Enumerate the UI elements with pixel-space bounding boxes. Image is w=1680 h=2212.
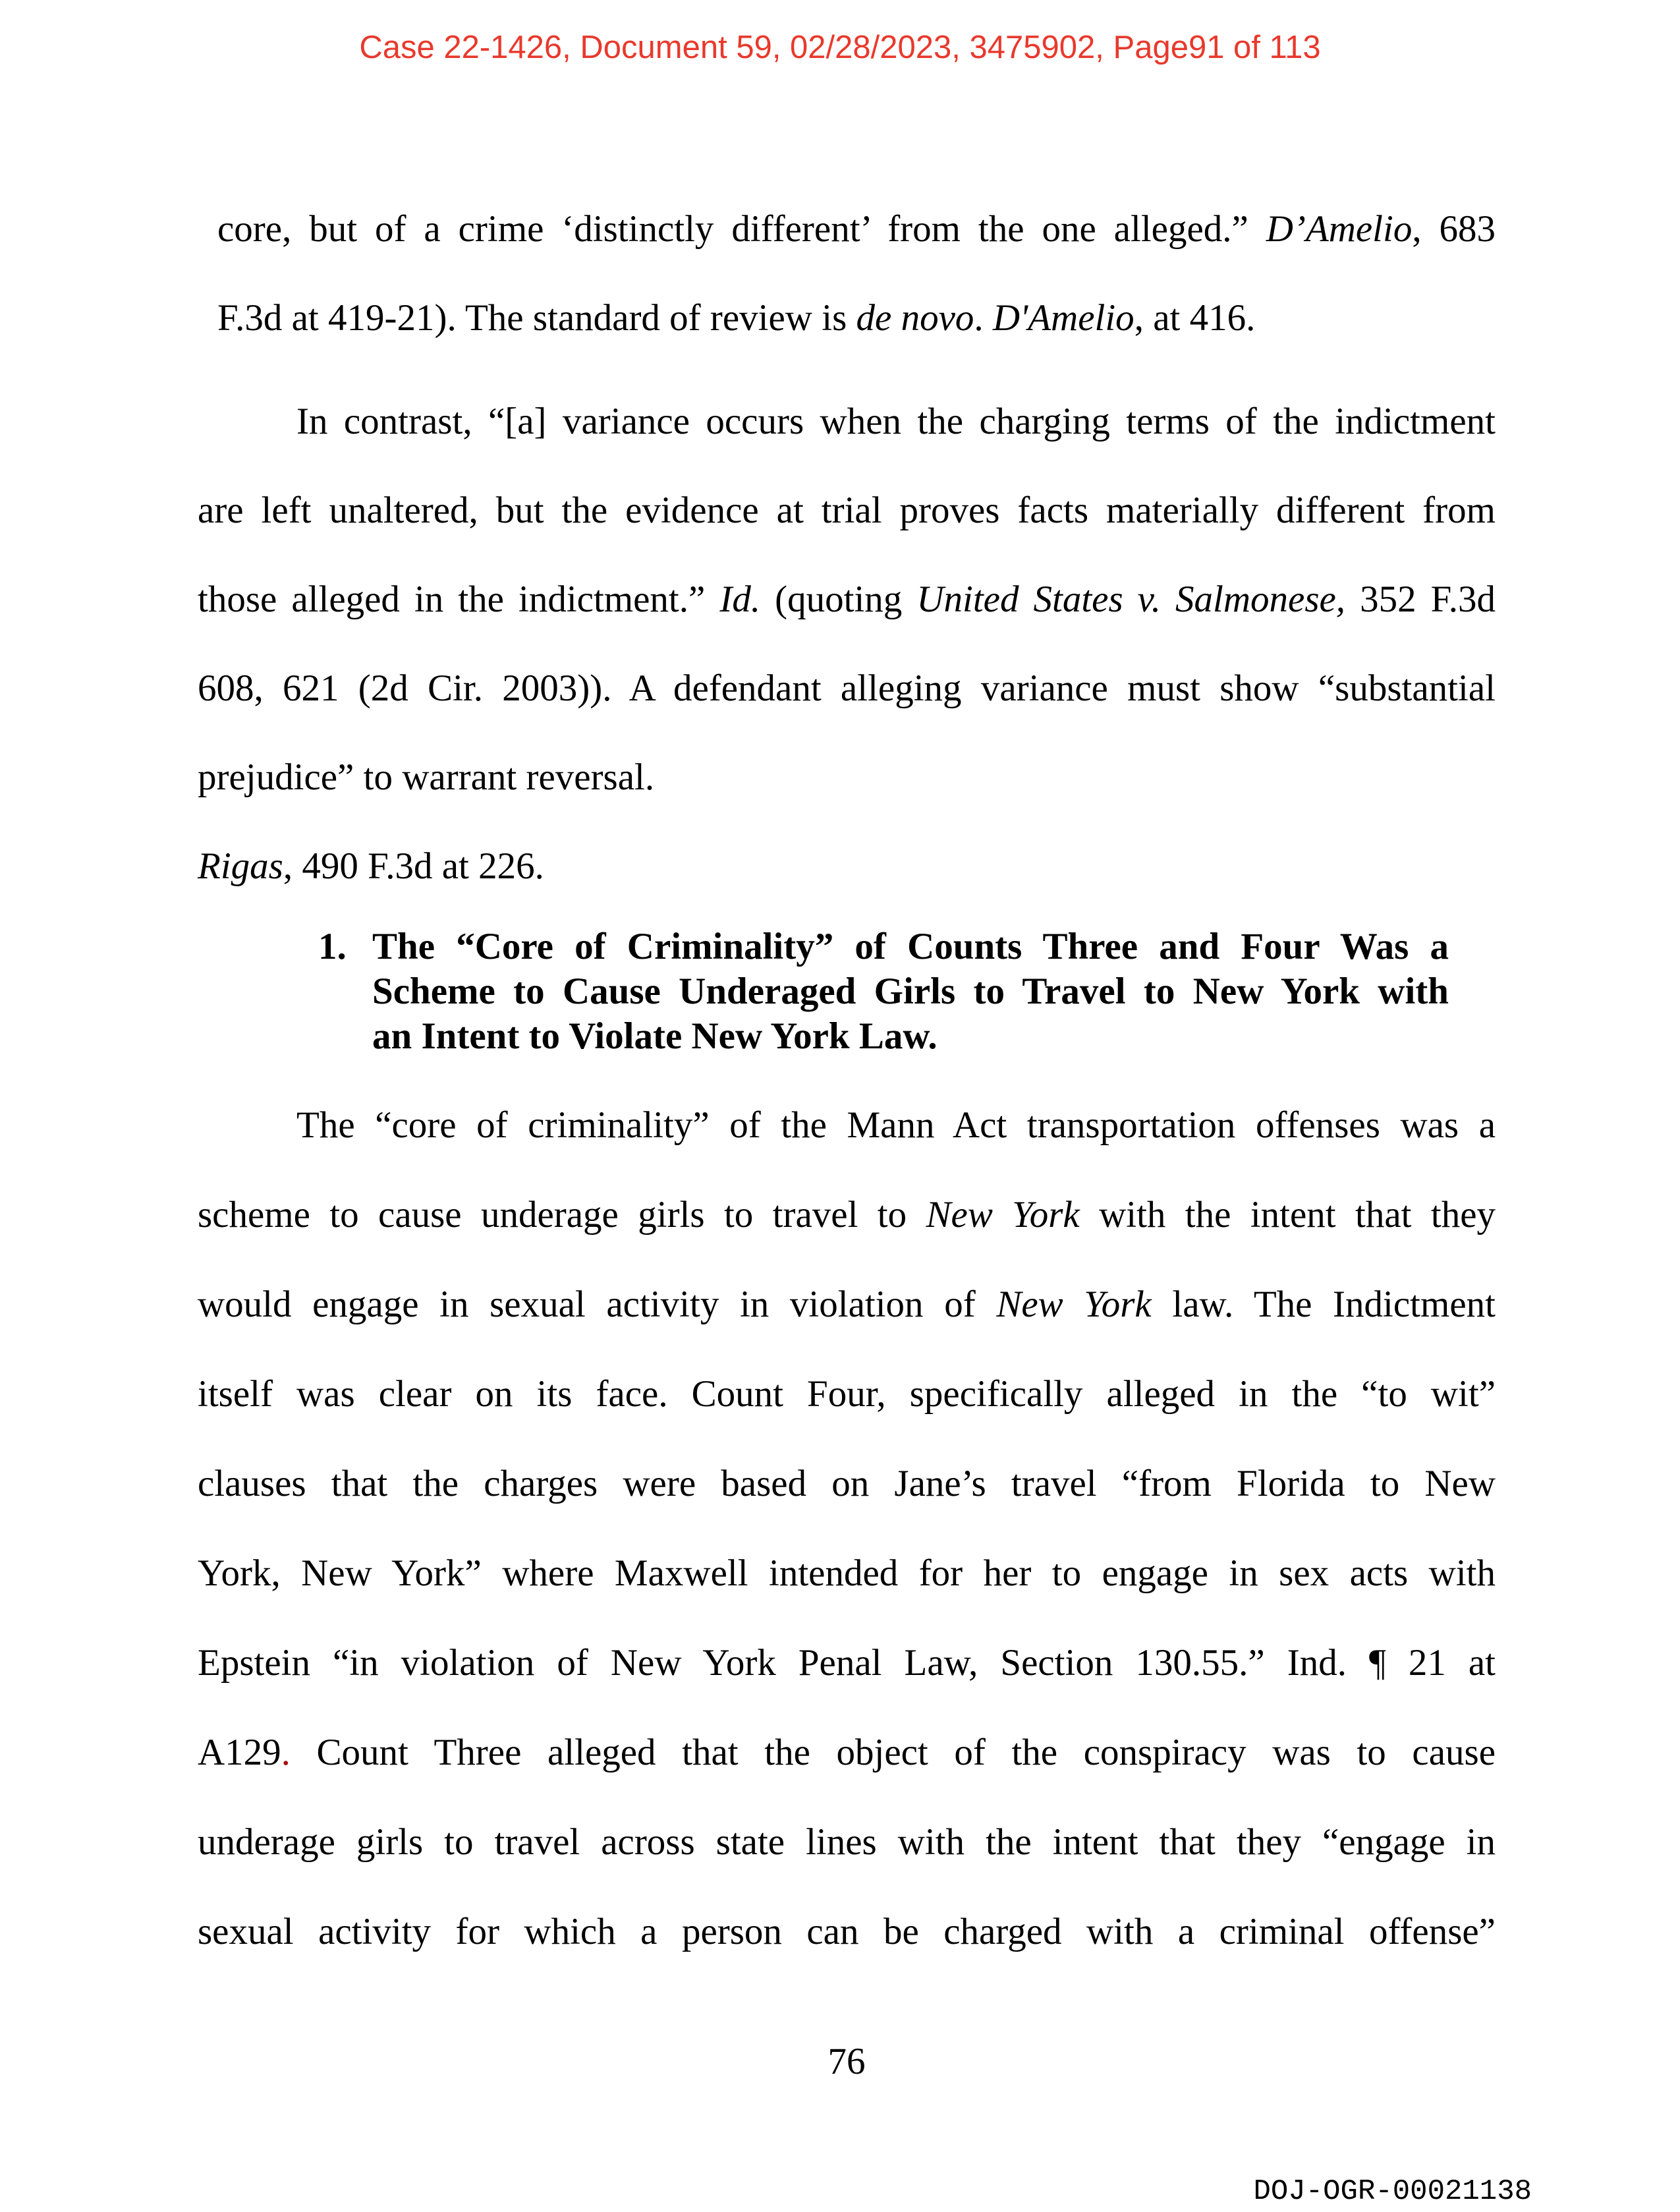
- text-run: .: [974, 297, 993, 339]
- paragraph-2: [198, 377, 1496, 911]
- text-run: In contrast, “[a] variance occurs when the charging terms of the indictment: [296, 401, 1496, 442]
- text-run: scheme to cause underage girls to travel to: [198, 1194, 926, 1235]
- text-line: [198, 1081, 1496, 1170]
- text-run: D’Amelio: [1266, 208, 1413, 250]
- text-run: itself was clear on its face. Count Four, specifically alleged in the “to wit”: [198, 1373, 1496, 1415]
- text-line: [372, 969, 1449, 1014]
- text-run: New York: [996, 1284, 1152, 1325]
- text-run: those alleged in the indictment.”: [198, 579, 720, 620]
- text-line: [198, 733, 1496, 822]
- text-run: , 490 F.3d at 226.: [283, 845, 544, 887]
- text-run: core, but of a crime ‘distinctly different’ from the one alleged.”: [217, 208, 1266, 250]
- text-run: an Intent to Violate New York Law.: [372, 1015, 938, 1057]
- text-run: D'Amelio: [992, 297, 1134, 339]
- text-run: de novo: [856, 297, 974, 339]
- text-run: are left unaltered, but the evidence at trial proves facts materially different from: [198, 490, 1496, 531]
- text-line: [198, 1439, 1496, 1529]
- text-run: 352 F.3d: [1345, 579, 1496, 620]
- text-run: F.3d at 419-21). The standard of review is: [217, 297, 856, 339]
- text-line: [217, 184, 1496, 273]
- text-line: [372, 1014, 1449, 1059]
- text-run: (quoting: [760, 579, 917, 620]
- paragraph-1: [217, 184, 1496, 362]
- text-run: , 683: [1412, 208, 1496, 250]
- text-run: The “core of criminality” of the Mann Act transportation offenses was a: [296, 1104, 1496, 1146]
- text-run: United States v. Salmonese,: [916, 579, 1346, 620]
- text-line: [198, 466, 1496, 555]
- text-run: Count Three alleged that the object of the conspiracy was to cause: [290, 1732, 1496, 1773]
- text-line: [198, 377, 1496, 466]
- text-line: [198, 1349, 1496, 1439]
- case-stamp-header: Case 22-1426, Document 59, 02/28/2023, 3475902, Page91 of 113: [359, 30, 1321, 65]
- text-run: would engage in sexual activity in violation of: [198, 1284, 997, 1325]
- text-run: 608, 621 (2d Cir. 2003)). A defendant alleging variance must show “substantial: [198, 667, 1496, 709]
- text-line: [198, 1529, 1496, 1618]
- text-run: Rigas: [198, 845, 283, 887]
- text-run: underage girls to travel across state lines with the intent that they “engage in: [198, 1821, 1496, 1863]
- bates-stamp: DOJ-OGR-00021138: [1253, 2175, 1532, 2208]
- text-line: [198, 1708, 1496, 1798]
- text-line: [198, 1170, 1496, 1260]
- text-line: [198, 822, 1496, 911]
- text-line: [198, 1798, 1496, 1887]
- text-run: A129: [198, 1732, 281, 1773]
- text-line: [198, 1260, 1496, 1349]
- paragraph-3: [198, 1081, 1496, 1977]
- heading-number: 1.: [318, 926, 347, 967]
- text-run: clauses that the charges were based on Jane’s travel “from Florida to New: [198, 1463, 1496, 1504]
- text-run: .: [281, 1732, 291, 1773]
- page-number: 76: [827, 2041, 866, 2082]
- text-run: prejudice” to warrant reversal.: [198, 756, 655, 798]
- text-line: [198, 1618, 1496, 1708]
- text-line: [318, 924, 1449, 969]
- text-run: The “Core of Criminality” of Counts Three and Four Was a: [372, 926, 1449, 967]
- text-run: law. The Indictment: [1151, 1284, 1496, 1325]
- text-run: sexual activity for which a person can be charged with a criminal offense”: [198, 1911, 1496, 1952]
- text-run: Epstein “in violation of New York Penal Law, Section 130.55.” Ind. ¶ 21 at: [198, 1642, 1496, 1684]
- text-run: , at 416.: [1134, 297, 1256, 339]
- text-line: [217, 273, 1496, 362]
- section-heading: [318, 924, 1449, 1059]
- text-run: with the intent that they: [1079, 1194, 1496, 1235]
- text-line: [198, 1887, 1496, 1977]
- text-run: Id.: [719, 579, 761, 620]
- text-run: New York: [926, 1194, 1080, 1235]
- text-line: [198, 644, 1496, 733]
- text-line: [198, 555, 1496, 644]
- text-run: York, New York” where Maxwell intended for her to engage in sex acts with: [198, 1552, 1496, 1594]
- text-run: Scheme to Cause Underaged Girls to Travel to New York with: [372, 971, 1449, 1012]
